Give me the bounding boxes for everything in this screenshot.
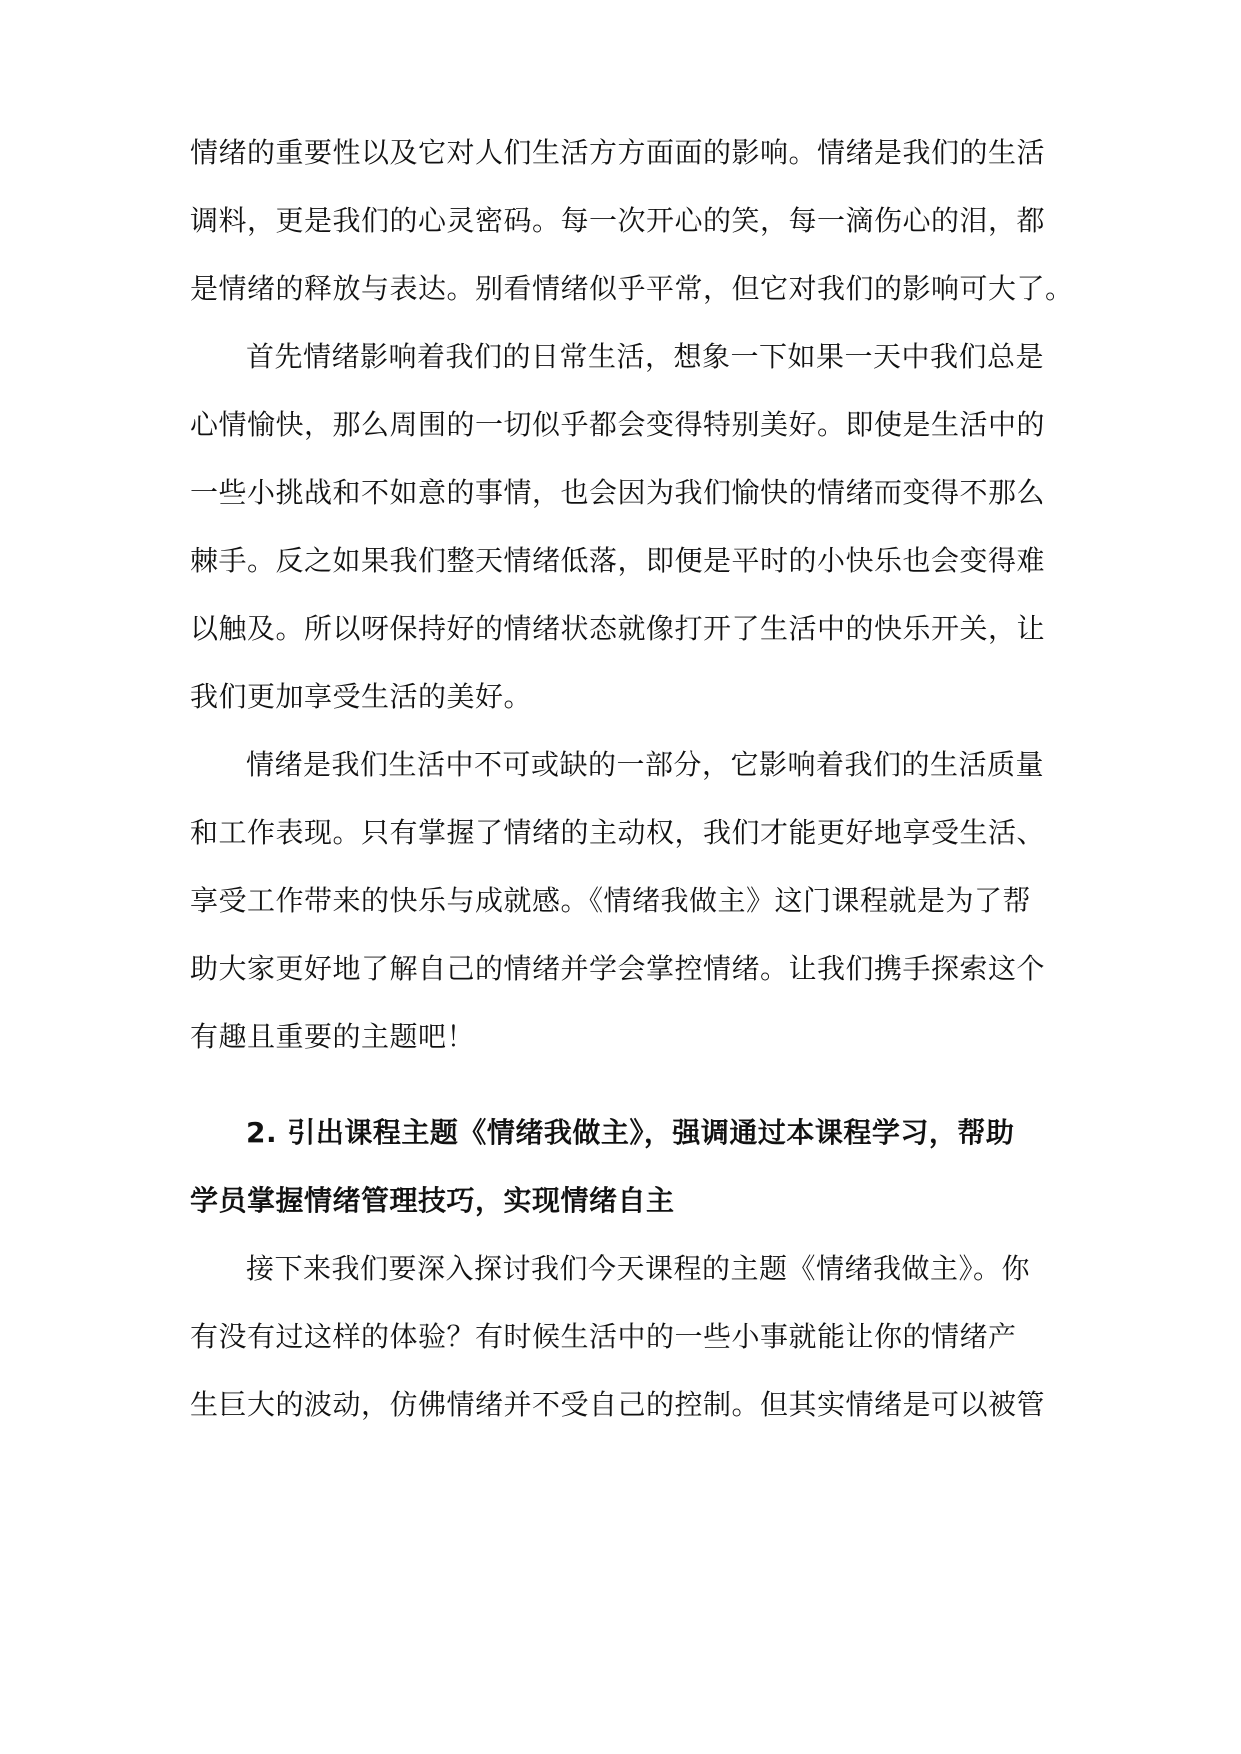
paragraph-3-line: 情绪是我们生活中不可或缺的一部分，它影响着我们的生活质量 xyxy=(246,748,1045,781)
paragraph-1-line: 情绪的重要性以及它对人们生活方方面面的影响。情绪是我们的生活 xyxy=(190,136,1046,169)
paragraph-3-line: 有趣且重要的主题吧！ xyxy=(190,1020,476,1053)
paragraph-4-line: 接下来我们要深入探讨我们今天课程的主题《情绪我做主》。你 xyxy=(246,1252,1031,1285)
paragraph-2-line: 一些小挑战和不如意的事情，也会因为我们愉快的情绪而变得不那么 xyxy=(190,476,1046,509)
paragraph-4-line: 生巨大的波动，仿佛情绪并不受自己的控制。但其实情绪是可以被管 xyxy=(190,1388,1046,1421)
paragraph-2-line: 棘手。反之如果我们整天情绪低落，即便是平时的小快乐也会变得难 xyxy=(190,544,1046,577)
paragraph-3-line: 和工作表现。只有掌握了情绪的主动权，我们才能更好地享受生活、 xyxy=(190,816,1046,849)
paragraph-2-line: 心情愉快，那么周围的一切似乎都会变得特别美好。即使是生活中的 xyxy=(190,408,1046,441)
paragraph-2-line: 以触及。所以呀保持好的情绪状态就像打开了生活中的快乐开关，让 xyxy=(190,612,1046,645)
paragraph-3-line: 享受工作带来的快乐与成就感。《情绪我做主》这门课程就是为了帮 xyxy=(190,884,1032,917)
paragraph-1-line: 是情绪的释放与表达。别看情绪似乎平常，但它对我们的影响可大了。 xyxy=(190,272,1074,305)
section-heading-line: 2. 引出课程主题《情绪我做主》，强调通过本课程学习，帮助 xyxy=(246,1116,1015,1149)
paragraph-1-line: 调料，更是我们的心灵密码。每一次开心的笑，每一滴伤心的泪，都 xyxy=(190,204,1046,237)
section-heading-line: 学员掌握情绪管理技巧，实现情绪自主 xyxy=(190,1184,675,1217)
paragraph-2-line: 我们更加享受生活的美好。 xyxy=(190,680,533,713)
paragraph-2-line: 首先情绪影响着我们的日常生活，想象一下如果一天中我们总是 xyxy=(246,340,1045,373)
paragraph-4-line: 有没有过这样的体验？有时候生活中的一些小事就能让你的情绪产 xyxy=(190,1320,1017,1353)
paragraph-3-line: 助大家更好地了解自己的情绪并学会掌控情绪。让我们携手探索这个 xyxy=(190,952,1046,985)
